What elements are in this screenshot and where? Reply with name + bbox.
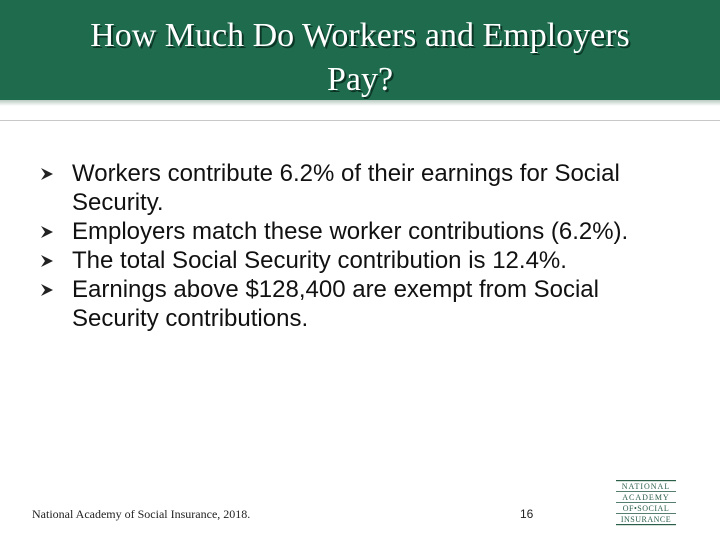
arrowhead-bullet-icon bbox=[40, 225, 54, 239]
bullet-text: The total Social Security contribution is 12.4%. bbox=[72, 247, 567, 274]
logo-line-4: INSURANCE bbox=[620, 515, 672, 524]
slide-title-line-1: How Much Do Workers and Employers bbox=[90, 17, 630, 54]
bullet-text: Employers match these worker contributions (6.2%). bbox=[72, 218, 629, 245]
bullet-item bbox=[40, 275, 680, 333]
logo-line-3: OF•SOCIAL bbox=[622, 504, 670, 513]
slide-title-line-2: Pay? bbox=[326, 61, 394, 98]
arrowhead-bullet-icon bbox=[40, 283, 54, 297]
arrowhead-bullet-icon bbox=[40, 254, 54, 268]
footer-source: National Academy of Social Insurance, 2018. bbox=[32, 507, 251, 521]
slide-title bbox=[40, 14, 680, 102]
bullet-item bbox=[40, 217, 680, 246]
bullet-text: Workers contribute 6.2% of their earnings for Social Security. bbox=[72, 160, 620, 216]
bullet-text: Earnings above $128,400 are exempt from Social Security contributions. bbox=[72, 276, 599, 332]
arrowhead-bullet-icon bbox=[40, 167, 54, 181]
logo-line-1: NATIONAL bbox=[621, 482, 671, 491]
logo-line-2: ACADEMY bbox=[622, 493, 670, 502]
divider bbox=[0, 120, 720, 121]
bullet-item bbox=[40, 246, 680, 275]
nasi-logo bbox=[612, 480, 680, 530]
page-number: 16 bbox=[520, 507, 534, 521]
bullet-item bbox=[40, 159, 680, 217]
bullet-list bbox=[40, 159, 680, 333]
